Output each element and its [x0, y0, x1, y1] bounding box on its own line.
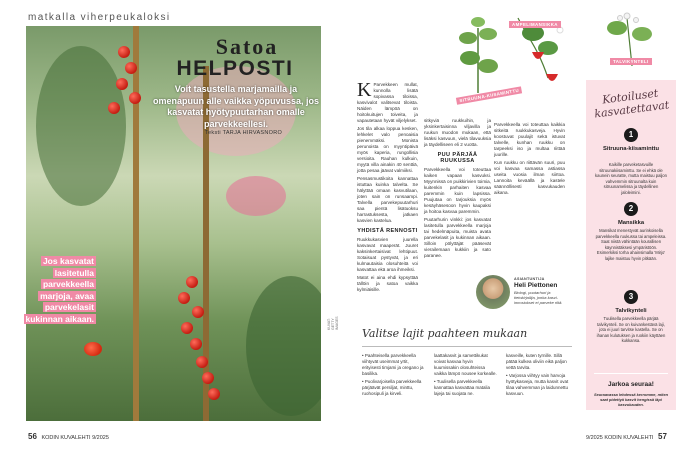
article-title-line2: HELPOSTI — [176, 57, 294, 80]
expert-tag: ASIANTUNTIJA — [514, 277, 545, 281]
tip-text: Kaikille parveketasvuille sitruunakiisaminttu. Se ei ehkä ole kaunein seuratte, mutta maistuu paljon vahvemmin sitruunalta kuin sitruunamelissa ja täydellinen jaloleimini. — [595, 162, 667, 195]
bottom-column-3 — [506, 353, 571, 399]
bullet-paragraph: laattakasvit ja samettikukat voivat kasvaa hyvin kuumissakin olosuhteissa vaikka lämpö nousee korkealle. — [434, 353, 497, 376]
tomato — [181, 322, 193, 334]
sidebar-title: Kotoiluset kasvatettavat — [593, 86, 670, 121]
pull-quote-text: Jos kasvatat lasitetulla parvekkeella marjoja, avaa parvekelasit kukinnan aikaan. — [25, 256, 94, 324]
expert-description: Biologi, puutarhuri ja tietokirjailija, jonka kasvi-innostukset ei parveke riitä. — [514, 290, 563, 305]
expert-box — [476, 275, 566, 330]
issue-number: 9/2025 — [586, 435, 603, 441]
tomato — [202, 372, 214, 384]
magazine-name: KODIN KUVALEHTI — [41, 435, 91, 441]
orange-flower — [84, 342, 102, 356]
tomato — [190, 338, 202, 350]
bottom-box-divider — [362, 346, 572, 347]
folio-left — [28, 432, 109, 441]
page-number: 56 — [28, 432, 37, 441]
tomato — [125, 62, 137, 74]
byline: Teksti TARJA HIRVASNORO — [205, 130, 283, 136]
tomato — [196, 356, 208, 368]
bullet-paragraph: kasveille, kuten tyrnille. Sillä pätää kulkea oliviin eikä paljon vettä tarvita. — [506, 353, 567, 370]
photo-pink-bloom — [226, 176, 286, 216]
article-column-3 — [494, 122, 565, 198]
paragraph — [357, 79, 418, 124]
paragraph: Kun ruukku on riittävän suuri, puu voi kasvaa samassa astiassa useita vuosia ilman siirtoa. Lannoita keväällä ja kastele säännöllisesti kasvukauden aikana. — [494, 160, 565, 195]
lemon-balm-illustration — [459, 17, 498, 93]
expert-name: Heli Piettonen — [514, 282, 558, 289]
sidebar-cta-text: Seuraavassa lehdessä kerromme, miten saat pidettyä kasvit hengissä läpi kasvukauden. — [594, 392, 668, 407]
tomato — [129, 92, 141, 104]
tip-text: Mansikat menestyvät aurinkoisella parvekkeella ruukussa tai ampeleissa. Saat niistä vähintään kourallisen käynnistäksesi ympäristöön. Esimerkiksi torha ahainsimalla 'Mirjo' lajike maistuu hyvin pitkään. — [595, 228, 667, 261]
tip-title: Mansikka — [617, 220, 645, 226]
tip-text: Tuulisella parvekkeella pärjää talvikynteli. Se on kuivankestävä laji, jota ei juuri tarvitse kastella. Se on ihanan kulutuksen ja ruokiin käyttäen kukkansa. — [596, 316, 666, 344]
bullet-paragraph: • Tuulisella parvekkeella kannattaa kasvattaa matalia lajeja tai suojata ne. — [434, 379, 491, 396]
bottom-box-title: Valitse lajit paahteen mukaan — [362, 327, 528, 340]
bullet-paragraph: • Puolivarjoisella parvekkeella pärjäävät persiljat, minttu, ruohosipuli ja kirveli. — [362, 379, 422, 396]
sidebar-cta-title: Jarkoa seuraa! — [608, 381, 654, 388]
folio-right — [586, 432, 667, 441]
bullet-paragraph: • Varjossa viihtyy vain harvoja hyötykasveja, mutta kasvit ovat tilaa vahvemman ja laidunnettu kasvuun. — [506, 373, 569, 396]
tip-title: Sitruuna-kiisaminttu — [602, 146, 660, 152]
paragraph: Jos tila alkaa loppua kesken, lehkelet valo penoaisia pienemmäksi. Monista perunoista on myyntipäivä myös kaperia, rungollisia versioita. Rauhan kulkuin, myytä villa ainakin 40 senttiä, jotta pesaa jäävat valmiiksi. — [357, 126, 418, 173]
tip-title: Talvikynteli — [615, 308, 647, 314]
plant-stake — [133, 26, 139, 421]
page-number: 57 — [658, 432, 667, 441]
paragraph: Matot ei aina ehdi kypsyttää tällöin ja satoa vaikka kylmiäisille. — [357, 275, 418, 292]
section-kicker: matkalla viherpeukaloksi — [28, 12, 171, 23]
tomato — [116, 78, 128, 90]
plant-label-talvikynteli: TALVIKYNTELI — [610, 58, 652, 65]
paragraph: Puutarhurin vinkki: jos kasvatat lasitetulla parvekkeella marjoja tai hedelmäpuita, muista avata parvekelasit ja kukinnan aikaan. Silloin pölyttäjät pääsevät vierailemaan kukkiin ja sato paranee. — [424, 217, 491, 258]
tomato — [208, 388, 220, 400]
tomato — [178, 292, 190, 304]
photo-foliage-left — [36, 46, 126, 206]
tip-number: 1 — [624, 128, 638, 142]
bottom-column-1 — [362, 353, 427, 399]
expert-avatar — [476, 275, 510, 309]
tomato — [186, 276, 198, 288]
photo-foliage-right — [246, 276, 321, 416]
tip-number: 3 — [624, 290, 638, 304]
paragraph: sitkyviä ruukkuihin, ja yksinkertaisinna viljavilla ja ruukun muodon mukaan, että lisäksi kasvuun, vielä tilavuuksia ja täydelliseen eli 2 vuotta. — [424, 118, 491, 147]
photo-credit: KUVAT: GETTY IMAGES — [327, 316, 339, 330]
paragraph: Ruukkukasvien juurella kasvavat maaperät. Juuret kaksinkertaisivat lehtipuut. Sotaisuat pystyvät, ja eri kulmautaisia olosuhteitä voi kasvattaa ekä aroa ihmeiksi. — [357, 237, 418, 272]
tomato — [108, 102, 120, 114]
article-column-1 — [357, 79, 418, 295]
sidebar-divider — [594, 373, 668, 374]
bullet-paragraph: • Paahteisella parvekkeella viihtyvät useimmat yrtit, erityisesti timjami ja oregano ja basilika. — [362, 353, 424, 376]
tomato — [118, 46, 130, 58]
bottom-column-2 — [434, 353, 499, 399]
magazine-name: KODIN KUVALEHTI — [604, 435, 654, 441]
subheading: PUU PÄRJÄÄ RUUKUSSA — [437, 152, 478, 164]
sidebar-tips — [586, 80, 676, 410]
plant-label-sitruuna: SITRUUNA-KIISAMINTTU — [456, 86, 523, 104]
paragraph: Parvekkeella voi toteuttaa kaiken vapaan kasvuksi. Myynnissä on puikkirivien toimia, kuitenkin parhaiten kasvaa paremmin kuin lapsissa. Puujutaa on tarjouksia myös kesäyhäsesoon hyvin kaupaksi ja hoitoa kasvaa paremmin. — [424, 167, 491, 214]
paragraph: Parvekkeella voi toteuttaa kaikkia sitkeitä ruukkukasveja. Hyvin koostuvat puulajit sekä istuvat talvelle, kunhan ruukku on tarpeeksi iso ja multaa riittää juurille. — [494, 122, 565, 157]
paragraph: Pensasmustikoita kannattaa istuttaa kuinka talvelta. Se hälyttää omaan kasvutilaan, joten sain on runsaampi. Talvella parvekepuutarhuri saa pientä lisätuoksu harrastuksesta, jatkaen kasvien kastelua. — [357, 176, 418, 223]
article-column-2 — [424, 118, 491, 261]
subheading: YHDISTÄ RENNOSTI — [357, 228, 418, 234]
pull-quote — [14, 256, 96, 325]
drop-cap: K — [357, 79, 372, 101]
tomato — [192, 306, 204, 318]
article-lead: Voit tasustella marjamailla ja omenapuun alle vaikka yöpuvussa, jos kasvatat hyötypuutarhan omalle parvekkeellesi. — [152, 84, 320, 129]
plant-label-ampelimansikka: AMPELIMANSIKKA — [509, 21, 561, 28]
issue-number: 9/2025 — [92, 435, 109, 441]
paragraph-text: Parvekkeen mullat, kunnolla lisätä sopivassa tiloissa, kasvivalot valitsevat tiloista. Näiden lämpöä on hoitokuitujen toiveita, ja vapautetaan hyvät viljelykset. — [357, 82, 418, 123]
tip-number: 2 — [624, 202, 638, 216]
article-title-line1: Satoa — [215, 34, 279, 59]
